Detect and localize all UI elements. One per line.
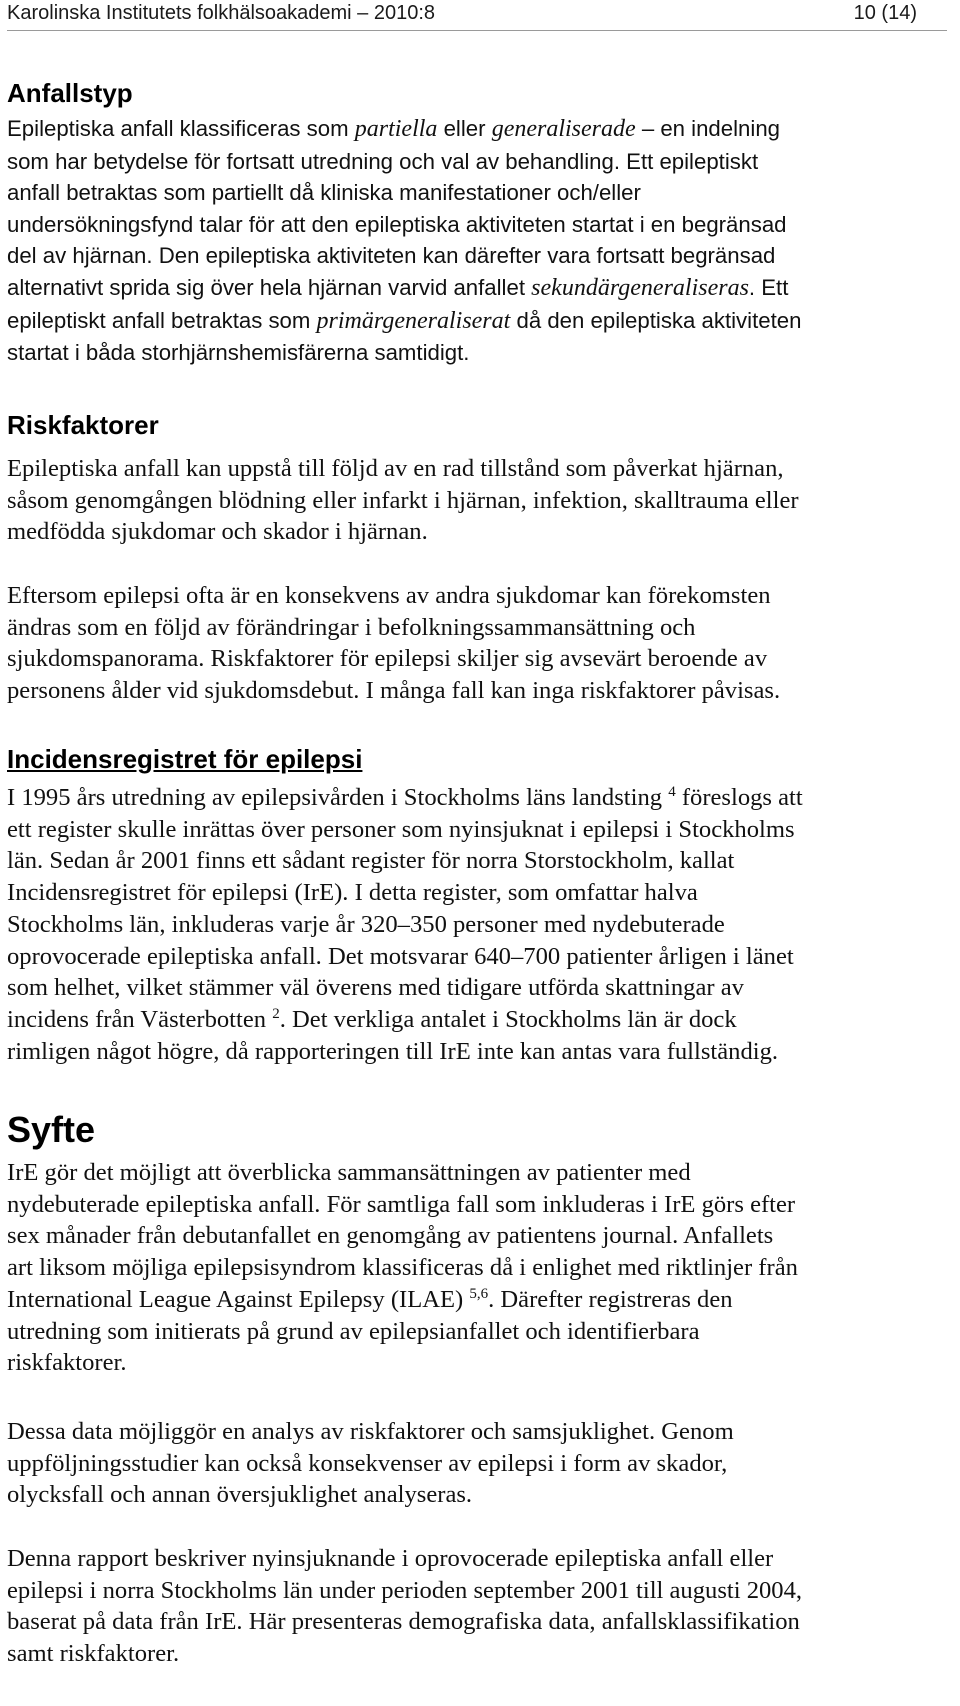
text-line: såsom genomgången blödning eller infarkt i hjärnan, infektion, skalltrauma eller xyxy=(7,486,799,514)
text-line: som har betydelse för fortsatt utredning och val av behandling. Ett epileptiskt xyxy=(7,148,759,174)
text-line: anfall betraktas som partiellt då kliniska manifestationer och/eller xyxy=(7,180,641,206)
text-line: Stockholms län, inkluderas varje år 320–350 personer med nydebuterade xyxy=(7,910,725,938)
text-line: rimligen något högre, då rapporteringen till IrE inte kan antas vara fullständig. xyxy=(7,1037,779,1065)
riskfaktorer-paragraph-1 xyxy=(7,453,947,548)
syfte-paragraph-2 xyxy=(7,1416,947,1511)
syfte-paragraph-1 xyxy=(7,1157,947,1379)
text-line: I 1995 års utredning av epilepsivården i Stockholms läns landsting $^4$ föreslogs att xyxy=(7,784,803,811)
riskfaktorer-paragraph-2 xyxy=(7,580,947,707)
text-line: ett register skulle inrättas över personer som nyinsjuknat i epilepsi i Stockholms xyxy=(7,815,795,843)
text-line: baserat på data från IrE. Här presenteras demografiska data, anfallsklassifikation xyxy=(7,1608,800,1636)
text-line: epilepsi i norra Stockholms län under perioden september 2001 till augusti 2004, xyxy=(7,1576,803,1604)
incidens-paragraph xyxy=(7,782,947,1067)
text-line: län. Sedan år 2001 finns ett sådant register för norra Storstockholm, kallat xyxy=(7,847,735,875)
text-line: Dessa data möjliggör en analys av riskfaktorer och samsjuklighet. Genom xyxy=(7,1418,734,1445)
text-line: Incidensregistret för epilepsi (IrE). I detta register, som omfattar halva xyxy=(7,879,698,907)
section-heading-incidensregistret: Incidensregistret för epilepsi xyxy=(7,744,363,774)
text-line: oprovocerade epileptiska anfall. Det motsvarar 640–700 patienter årligen i länet xyxy=(7,942,794,970)
text-line: sjukdomspanorama. Riskfaktorer för epilepsi skiljer sig avsevärt beroende av xyxy=(7,645,768,673)
text-line: personens ålder vid sjukdomsdebut. I många fall kan inga riskfaktorer påvisas. xyxy=(7,677,781,705)
page-number: 10 (14) xyxy=(853,2,917,24)
text-line: International League Against Epilepsy (ILAE) $^{5,6}$. Därefter registreras den xyxy=(7,1285,733,1313)
section-heading-syfte: Syfte xyxy=(7,1109,96,1150)
text-line: del av hjärnan. Den epileptiska aktiviteten kan därefter vara fortsatt begränsad xyxy=(7,243,776,269)
text-line: Eftersom epilepsi ofta är en konsekvens av andra sjukdomar kan förekomsten xyxy=(7,582,771,609)
text-line: undersökningsfynd talar för att den epileptiska aktiviteten startat i en begränsad xyxy=(7,211,787,237)
header-title: Karolinska Institutets folkhälsoakademi – 2010:8 xyxy=(7,2,436,24)
anfallstyp-paragraph xyxy=(7,113,947,369)
text-line: samt riskfaktorer. xyxy=(7,1640,180,1668)
section-heading-anfallstyp: Anfallstyp xyxy=(7,78,133,108)
text-line: som helhet, vilket stämmer väl överens med tidigare utförda skattningar av xyxy=(7,974,744,1002)
text-line: startat i båda storhjärnshemisfärerna samtidigt. xyxy=(7,340,470,366)
text-line: sex månader från debutanfallet en genomgång av patientens journal. Anfallets xyxy=(7,1222,774,1250)
text-line: Epileptiska anfall kan uppstå till följd av en rad tillstånd som påverkat hjärnan, xyxy=(7,455,784,482)
text-line: uppföljningsstudier kan också konsekvenser av epilepsi i form av skador, xyxy=(7,1449,728,1477)
text-line: ändras som en följd av förändringar i befolkningssammansättning och xyxy=(7,613,696,641)
section-heading-riskfaktorer: Riskfaktorer xyxy=(7,410,159,440)
text-line: olycksfall och annan översjuklighet analyseras. xyxy=(7,1481,473,1509)
text-line: Epileptiska anfall klassificeras som partiella eller generaliserade – en indelning xyxy=(7,116,780,142)
text-line: nydebuterade epileptiska anfall. För samtliga fall som inkluderas i IrE görs efter xyxy=(7,1190,796,1218)
text-line: riskfaktorer. xyxy=(7,1349,127,1377)
text-line: utredning som initierats på grund av epilepsianfallet och identifierbara xyxy=(7,1317,700,1345)
text-line: art liksom möjliga epilepsisyndrom klassificeras då i enlighet med riktlinjer från xyxy=(7,1254,798,1282)
text-line: alternativt sprida sig över hela hjärnan varvid anfallet sekundärgeneraliseras. Ett xyxy=(7,274,789,301)
text-line: Denna rapport beskriver nyinsjuknande i oprovocerade epileptiska anfall eller xyxy=(7,1545,774,1572)
text-line: medfödda sjukdomar och skador i hjärnan. xyxy=(7,518,428,546)
text-line: epileptiskt anfall betraktas som primärgeneraliserat då den epileptiska aktiviteten xyxy=(7,307,802,334)
text-line: incidens från Västerbotten $^2$. Det verkliga antalet i Stockholms län är dock xyxy=(7,1005,737,1033)
page-header xyxy=(7,2,947,31)
text-line: IrE gör det möjligt att överblicka sammansättningen av patienter med xyxy=(7,1159,691,1186)
syfte-paragraph-3 xyxy=(7,1543,947,1670)
